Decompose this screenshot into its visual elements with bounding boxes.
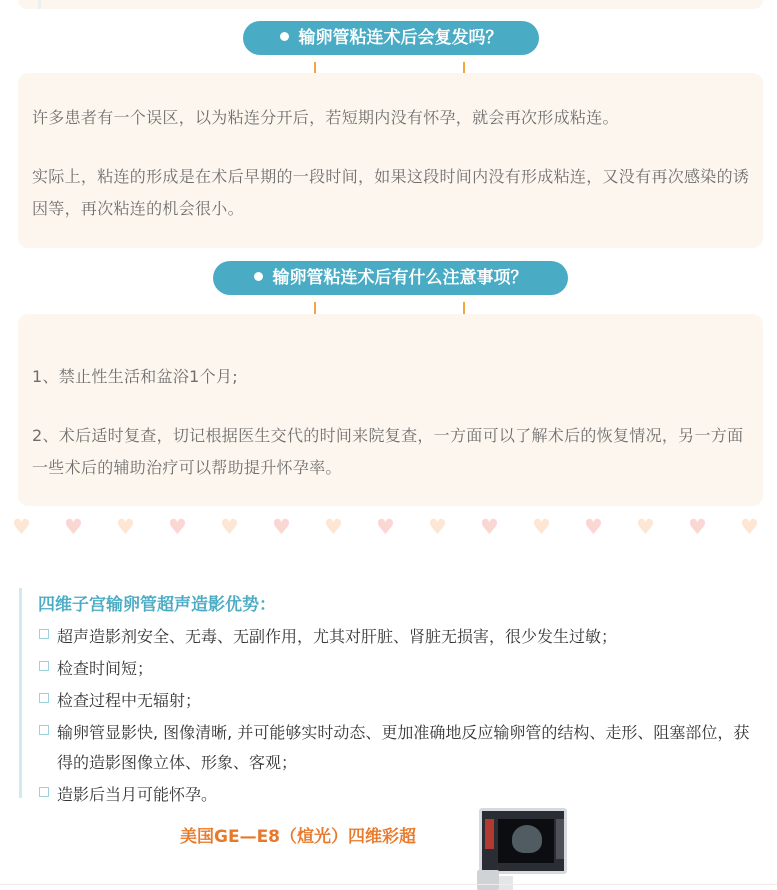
paragraph: 实际上，粘连的形成是在术后早期的一段时间，如果这段时间内没有形成粘连，又没有再次感染的诱因等，再次粘连的机会很小。 [32, 167, 750, 218]
card-bottom-edge [18, 0, 763, 9]
advantages-title: 四维子宫输卵管超声造影优势： [38, 595, 276, 615]
heart-icon: ♥ [12, 515, 31, 539]
list-item [38, 718, 758, 778]
heart-icon: ♥ [220, 515, 239, 539]
list-item-text: 检查时间短； [57, 659, 154, 678]
list-item [38, 686, 758, 716]
section-heading-precautions [213, 261, 568, 295]
bullet-dot-icon [280, 32, 289, 41]
monitor [479, 808, 567, 874]
paragraph: 许多患者有一个误区，以为粘连分开后，若短期内没有怀孕，就会再次形成粘连。 [32, 108, 619, 127]
heart-icon: ♥ [480, 515, 499, 539]
list-item-text: 检查过程中无辐射； [57, 691, 202, 710]
bullet-dot-icon [254, 272, 263, 281]
list-item [38, 654, 758, 684]
product-title: 美国GE—E8（煊光）四维彩超 [180, 827, 417, 847]
list-item-text: 超声造影剂安全、无毒、无副作用，尤其对肝脏、肾脏无损害，很少发生过敏； [57, 627, 618, 646]
checkbox-bullet-icon [39, 725, 49, 735]
heading-text: 输卵管粘连术后有什么注意事项？ [272, 268, 528, 288]
heart-icon: ♥ [324, 515, 343, 539]
device-base [499, 876, 513, 890]
heart-icon: ♥ [272, 515, 291, 539]
heart-icon: ♥ [116, 515, 135, 539]
heart-icon: ♥ [636, 515, 655, 539]
checkbox-bullet-icon [39, 787, 49, 797]
checkbox-bullet-icon [39, 693, 49, 703]
answer-card-precautions [18, 314, 763, 506]
screen-sidebar [485, 819, 494, 849]
heart-icon: ♥ [376, 515, 395, 539]
truncated-caption [255, 880, 365, 890]
heart-icon: ♥ [584, 515, 603, 539]
heart-icon: ♥ [168, 515, 187, 539]
list-item-text: 输卵管显影快, 图像清晰, 并可能够实时动态、更加准确地反应输卵管的结构、走形、阻塞部位，获得的造影图像立体、形象、客观； [57, 723, 750, 772]
divider [0, 884, 777, 885]
checkbox-bullet-icon [39, 629, 49, 639]
list-item [38, 780, 758, 810]
paragraph: 2、术后适时复查，切记根据医生交代的时间来院复查，一方面可以了解术后的恢复情况，另一方面一些术后的辅助治疗可以帮助提升怀孕率。 [32, 426, 744, 477]
scan-shape [512, 825, 542, 853]
list-item [38, 622, 758, 652]
screen-panel [556, 819, 564, 859]
paragraph: 1、禁止性生活和盆浴1个月; [32, 367, 238, 386]
hearts-divider [12, 516, 772, 538]
heart-icon: ♥ [688, 515, 707, 539]
heart-icon: ♥ [64, 515, 83, 539]
card-left-accent [38, 0, 41, 9]
list-item-text: 造影后当月可能怀孕。 [57, 785, 218, 804]
ultrasound-machine-icon [475, 806, 569, 890]
heart-icon: ♥ [740, 515, 759, 539]
heart-icon: ♥ [532, 515, 551, 539]
section-heading-recurrence [243, 21, 539, 55]
checkbox-bullet-icon [39, 661, 49, 671]
answer-card-recurrence [18, 73, 763, 248]
advantages-list [38, 622, 758, 812]
heart-icon: ♥ [428, 515, 447, 539]
device-stand [477, 870, 499, 890]
heading-text: 输卵管粘连术后会复发吗？ [298, 28, 503, 48]
previous-card-edge [0, 0, 777, 10]
